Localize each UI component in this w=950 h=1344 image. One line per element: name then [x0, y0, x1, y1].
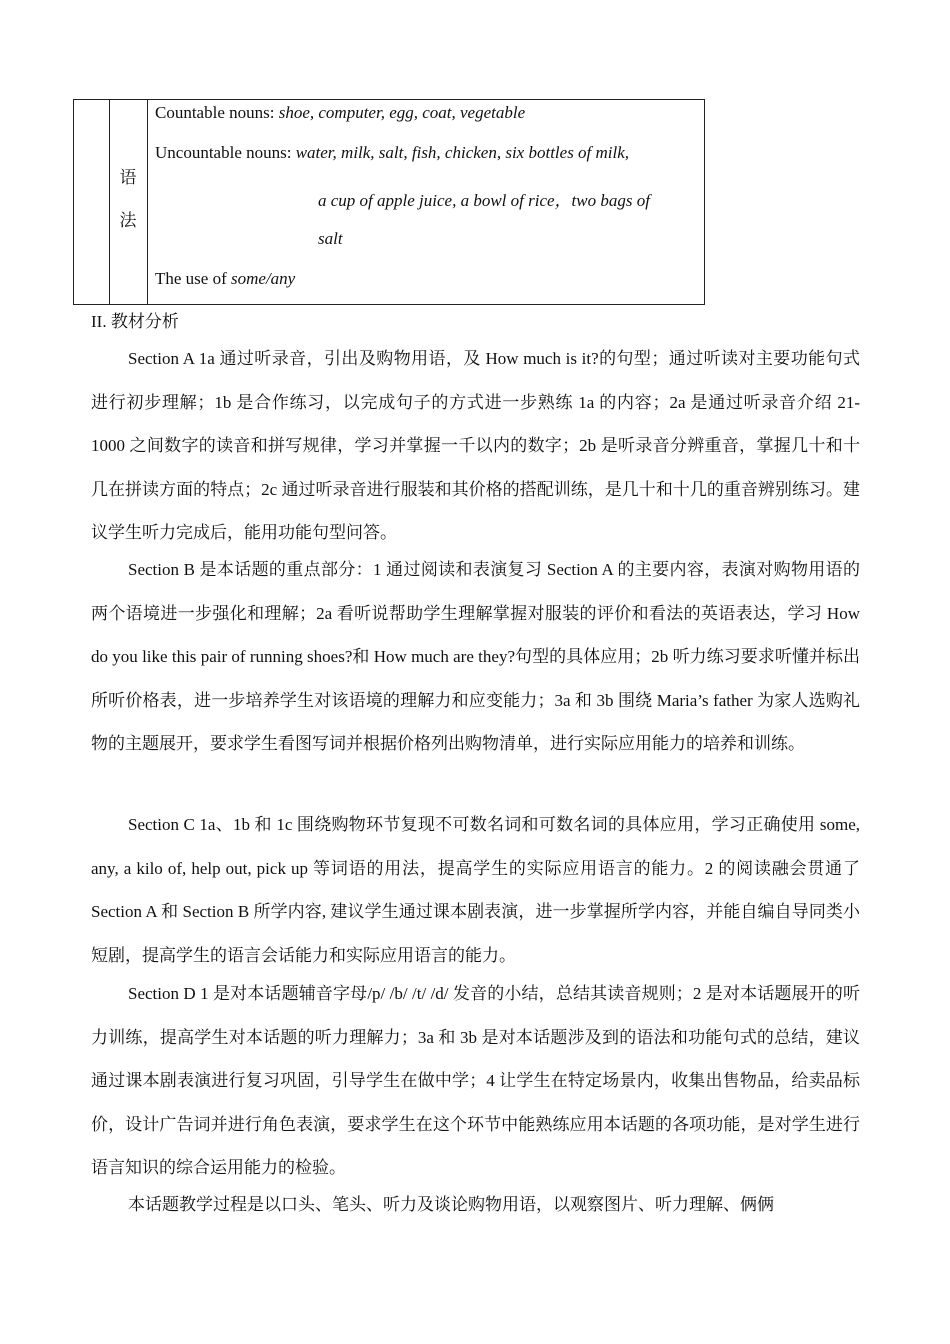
uncountable-nouns-line: [155, 143, 629, 163]
paragraph-section-a: Section A 1a 通过听录音，引出及购物用语，及 How much is it?的句型；通过听读对主要功能句式进行初步理解；1b 是合作练习，以完成句子的方式进一步熟练 1a 的内容；2a 是通过听录音介绍 21-1000 之间数字的读音和拼写规律，学习并掌握一千以内的数字；2b 是听录音分辨重音，掌握几十和十几在拼读方面的特点；2c 通过听录音进行服装和其价格的搭配训练，是几十和十几的重音辨别练习。建议学生听力完成后，能用功能句型问答。: [91, 349, 860, 542]
grammar-category-char: 语: [119, 168, 137, 187]
paragraph-summary: 本话题教学过程是以口头、笔头、听力及谈论购物用语，以观察图片、听力理解、俩俩: [128, 1195, 774, 1214]
countable-examples: shoe, computer, egg, coat, vegetable: [278, 103, 526, 122]
usage-line: [155, 269, 295, 289]
countable-nouns-line: [155, 103, 525, 123]
grammar-category-char: 法: [119, 211, 137, 230]
section-title: II. 教材分析: [91, 312, 179, 331]
usage-items: some/any: [231, 269, 296, 288]
uncountable-examples-2: a cup of apple juice, a bowl of rice，two bags of: [318, 191, 650, 210]
paragraph-section-c: Section C 1a、1b 和 1c 围绕购物环节复现不可数名词和可数名词的具体应用，学习正确使用 some, any, a kilo of, help out, pick up 等词语的用法，提高学生的实际应用语言的能力。2 的阅读融会贯通了 Section A 和 Section B 所学内容, 建议学生通过课本剧表演，进一步掌握所学内容，并能自编自导同类小短剧，提高学生的语言会话能力和实际应用语言的能力。: [91, 815, 860, 965]
table-column-divider: [109, 100, 110, 304]
grammar-table: [73, 99, 705, 305]
paragraph-section-b: Section B 是本话题的重点部分：1 通过阅读和表演复习 Section A 的主要内容，表演对购物用语的两个语境进一步强化和理解；2a 看听说帮助学生理解掌握对服装的评价和看法的英语表达，学习 How do you like this pair of running shoes?和 How much are they?句型的具体应用；2b 听力练习要求听懂并标出所听价格表，进一步培养学生对该语境的理解力和应变能力；3a 和 3b 围绕 Maria’s father 为家人选购礼物的主题展开，要求学生看图写词并根据价格列出购物清单，进行实际应用能力的培养和训练。: [91, 560, 860, 753]
paragraph-section-d: Section D 1 是对本话题辅音字母/p/ /b/ /t/ /d/ 发音的小结，总结其读音规则；2 是对本话题展开的听力训练，提高学生对本话题的听力理解力；3a 和 3b 是对本话题涉及到的语法和功能句式的总结，建议通过课本剧表演进行复习巩固，引导学生在做中学；4 让学生在特定场景内，收集出售物品，给卖品标价，设计广告词并进行角色表演，要求学生在这个环节中能熟练应用本话题的各项功能，是对学生进行语言知识的综合运用能力的检验。: [91, 984, 860, 1177]
table-column-divider: [147, 100, 148, 304]
usage-label: The use of: [155, 269, 232, 288]
uncountable-continuation: [318, 229, 343, 249]
countable-label: Countable nouns:: [155, 103, 279, 122]
uncountable-examples-3: salt: [318, 229, 343, 248]
uncountable-label: Uncountable nouns:: [155, 143, 296, 162]
uncountable-examples-1: water, milk, salt, fish, chicken, six bottles of milk,: [295, 143, 630, 162]
uncountable-continuation: [318, 186, 650, 211]
